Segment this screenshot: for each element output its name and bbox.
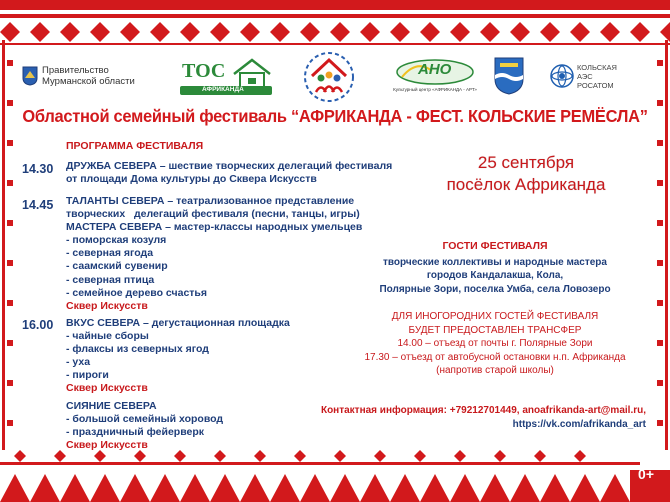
location-line: Сквер Искусств	[66, 439, 148, 452]
festival-place: посёлок Африканда	[446, 175, 606, 194]
city-coat-icon	[494, 57, 524, 95]
program-line: - большой семейный хоровод	[66, 413, 224, 426]
family-festival-logo	[300, 50, 358, 102]
gov-line2: Мурманской области	[42, 76, 135, 87]
program-line: - уха	[66, 356, 91, 369]
ornament-left-border	[0, 40, 16, 450]
program-line: - семейное дерево счастья	[66, 286, 208, 299]
kola-line3: РОСАТОМ	[577, 80, 614, 90]
transfer-line: 14.00 – отъезд от почты г. Полярные Зори	[397, 338, 593, 349]
location-line: Сквер Искусств	[66, 382, 148, 395]
guests-title: ГОСТИ ФЕСТИВАЛЯ	[442, 240, 548, 252]
kola-line2: АЭС	[577, 71, 593, 81]
guests-line: городов Кандалакша, Кола,	[426, 270, 564, 282]
guests-section	[350, 240, 640, 296]
coat-of-arms-icon	[22, 66, 38, 86]
program-line: - северная ягода	[66, 247, 154, 260]
kola-npp-logo	[550, 50, 617, 102]
transfer-line: (напротив старой школы)	[436, 365, 554, 376]
partner-logos	[22, 50, 652, 102]
program-line: ВКУС СЕВЕРА – дегустационная площадка	[66, 317, 290, 329]
program-line: - праздничный фейерверк	[66, 426, 205, 439]
rosatom-icon	[550, 64, 574, 88]
program-line: - поморская козуля	[66, 234, 167, 247]
transfer-line: БУДЕТ ПРЕДОСТАВЛЕН ТРАНСФЕР	[408, 324, 582, 336]
contact-info: Контактная информация: +79212701449, anoafrikanda-art@mail.ru,	[320, 405, 646, 416]
tos-logo	[180, 50, 276, 102]
program-line: ТАЛАНТЫ СЕВЕРА – театрализованное представление	[66, 195, 355, 207]
festival-title: Областной семейный фестиваль “АФРИКАНДА - ФЕСТ. КОЛЬСКИЕ РЕМЁСЛА”	[22, 106, 648, 126]
festival-date: 25 сентября	[477, 153, 575, 172]
location-line: Сквер Искусств	[66, 299, 148, 312]
transfer-section	[344, 310, 646, 378]
transfer-line: ДЛЯ ИНОГОРОДНИХ ГОСТЕЙ ФЕСТИВАЛЯ	[391, 311, 599, 322]
program-block-talents	[66, 195, 362, 313]
date-place	[436, 152, 616, 196]
ornament-top-border	[0, 0, 670, 46]
program-line: СИЯНИЕ СЕВЕРА	[66, 400, 157, 412]
program-line: - чайные сборы	[66, 330, 149, 343]
family-house-icon	[300, 50, 358, 102]
contacts-section	[290, 404, 646, 432]
program-line: - флаксы из северных ягод	[66, 343, 209, 356]
age-rating: 0+	[638, 466, 654, 482]
tos-label: ТОС	[182, 60, 226, 82]
ano-sub: Культурный центр «АФРИКАНДА - АРТ»	[393, 87, 477, 92]
time-1445: 14.45	[22, 198, 54, 212]
program-line: творческих делегаций фестиваля (песни, танцы, игры)	[66, 208, 360, 221]
program-block-radiance	[66, 400, 223, 452]
guests-line: творческие коллективы и народные мастера	[383, 257, 607, 269]
program-heading: ПРОГРАММА ФЕСТИВАЛЯ	[66, 140, 204, 152]
guests-line: Полярные Зори, поселка Умба, села Ловозеро	[379, 283, 611, 295]
program-line: МАСТЕРА СЕВЕРА – мастер-классы народных умельцев	[66, 221, 363, 234]
ano-label: АНО	[418, 61, 452, 78]
ano-logo	[392, 50, 478, 102]
tos-sub: АФРИКАНДА	[202, 86, 244, 93]
program-block-friendship	[66, 160, 392, 186]
program-line: - северная птица	[66, 273, 155, 286]
ornament-right-border	[654, 40, 670, 450]
program-line: - саамский сувенир	[66, 260, 168, 273]
kola-line1: КОЛЬСКАЯ	[577, 62, 617, 72]
gov-line1: Правительство	[42, 65, 109, 76]
vk-link[interactable]: https://vk.com/afrikanda_art	[512, 419, 646, 430]
time-1430: 14.30	[22, 162, 54, 176]
program-line: - пироги	[66, 369, 109, 382]
program-line: от площади Дома культуры до Сквера Искусств	[66, 173, 317, 186]
polyarnye-zori-coat-logo	[494, 50, 524, 102]
murmansk-government-logo	[22, 50, 135, 102]
program-line: ДРУЖБА СЕВЕРА – шествие творческих делегаций фестиваля	[66, 160, 393, 172]
program-block-taste	[66, 317, 290, 396]
ornament-bottom-border	[0, 444, 670, 502]
transfer-line: 17.30 – отъезд от автобусной остановки н.п. Африканда	[364, 351, 626, 363]
time-1600: 16.00	[22, 318, 54, 332]
